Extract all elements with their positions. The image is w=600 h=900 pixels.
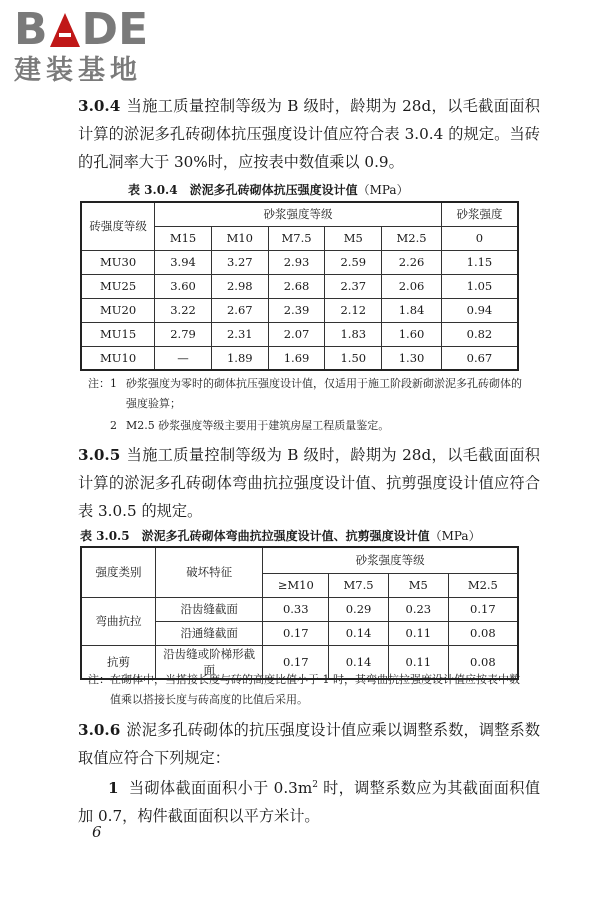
table-row: [81, 322, 518, 346]
list-item-1: [78, 771, 540, 830]
note-text: M2.5 砂浆强度等级主要用于建筑房屋工程质量鉴定。: [126, 419, 390, 432]
table-cell: 2.12: [325, 298, 382, 322]
table-row: [81, 274, 518, 298]
table-cell: 0.14: [329, 621, 389, 645]
caption-title: 表 3.0.5 淤泥多孔砖砌体弯曲抗拉强度设计值、抗剪强度设计值: [80, 529, 430, 543]
table-row: [81, 346, 518, 370]
row-label-shear: 抗剪: [81, 645, 156, 679]
table-cell: 1.05: [441, 274, 518, 298]
column-header: M15: [155, 226, 212, 250]
table-cell: 0.11: [388, 645, 448, 679]
table-cell: 0.33: [263, 597, 329, 621]
table-cell: 0.11: [388, 621, 448, 645]
table-row: [81, 298, 518, 322]
logo-wordmark: [14, 4, 179, 55]
table-cell: 2.59: [325, 250, 382, 274]
row-label-bending: 弯曲抗拉: [81, 597, 156, 645]
table-cell: 3.94: [155, 250, 212, 274]
table-cell: 0.14: [329, 645, 389, 679]
table-cell: 0.67: [441, 346, 518, 370]
header-mortar-grade: 砂浆强度等级: [155, 202, 442, 226]
caption-unit: （MPa）: [429, 529, 481, 543]
table-3-0-4-notes: [88, 374, 528, 436]
note-text: 砂浆强度为零时的砌体抗压强度设计值，仅适用于施工阶段新砌淤泥多孔砖砌体的强度验算；: [126, 377, 522, 410]
note-number: 1: [110, 377, 117, 390]
header-mortar-grade: 砂浆强度等级: [263, 547, 518, 573]
table-cell: 3.60: [155, 274, 212, 298]
table-3-0-5-note: [88, 670, 528, 710]
row-label: MU20: [81, 298, 155, 322]
failure-feature-cell: 沿齿缝截面: [156, 597, 263, 621]
item-text-b: 时，调整系数应为其截面面积值加 0.7，构件截面面积以平方米计。: [78, 779, 541, 826]
item-text-a: 当砌体截面面积小于 0.3m: [128, 779, 313, 798]
table-cell: 2.26: [382, 250, 442, 274]
table-cell: 2.98: [211, 274, 268, 298]
table-cell: 0.94: [441, 298, 518, 322]
section-text: 当施工质量控制等级为 B 级时，龄期为 28d，以毛截面面积计算的淤泥多孔砖砌体弯曲抗拉强度设计值、抗剪强度设计值应符合表 3.0.5 的规定。: [78, 446, 540, 520]
table-cell: 2.07: [268, 322, 325, 346]
logo-a-triangle-icon: [50, 13, 80, 47]
column-header: M5: [325, 226, 382, 250]
table-cell: 2.68: [268, 274, 325, 298]
logo-subtitle: 建装基地: [14, 55, 142, 86]
table-cell: 2.93: [268, 250, 325, 274]
table-cell: 0.08: [448, 645, 518, 679]
table-3-0-5-caption: [80, 527, 481, 544]
table-cell: 1.89: [211, 346, 268, 370]
header-strength-type: 强度类别: [81, 547, 156, 597]
column-header: M7.5: [329, 573, 389, 597]
page-number: 6: [92, 823, 102, 841]
logo-letters-de: DE: [81, 4, 149, 55]
header-mortar-strength: 砂浆强度: [441, 202, 518, 226]
table-3-0-4: [80, 201, 519, 371]
table-cell: 2.37: [325, 274, 382, 298]
note-text: 在砌体中，当搭接长度与砖的高度比值小于 1 时，其弯曲抗拉强度设计值应按表中数值乘以搭接长度与砖高度的比值后采用。: [110, 673, 520, 706]
section-3-0-4: [78, 92, 540, 176]
table-cell: 0.82: [441, 322, 518, 346]
section-number: 3.0.4: [78, 97, 121, 115]
item-superscript: 2: [312, 780, 318, 790]
table-cell: 1.69: [268, 346, 325, 370]
header-failure-feature: 破坏特征: [156, 547, 263, 597]
table-row: [81, 597, 518, 621]
section-text: 淤泥多孔砖砌体的抗压强度设计值应乘以调整系数，调整系数取值应符合下列规定：: [78, 721, 540, 767]
note-prefix: 注：: [88, 377, 110, 390]
table-cell: 0.17: [263, 645, 329, 679]
section-number: 3.0.5: [78, 446, 121, 464]
item-number: 1: [108, 779, 119, 798]
table-cell: 0.17: [263, 621, 329, 645]
row-label: MU15: [81, 322, 155, 346]
table-cell: 1.60: [382, 322, 442, 346]
note-2: [88, 416, 528, 436]
row-label: MU10: [81, 346, 155, 370]
table-row: [81, 250, 518, 274]
note-prefix: 注：: [88, 673, 110, 686]
table-cell: 1.15: [441, 250, 518, 274]
column-header: 0: [441, 226, 518, 250]
table-cell: 1.83: [325, 322, 382, 346]
header-brick-grade: 砖强度等级: [81, 202, 155, 250]
note-1: [88, 374, 528, 414]
table-3-0-5: [80, 546, 519, 680]
table-cell: 0.08: [448, 621, 518, 645]
table-cell: 2.31: [211, 322, 268, 346]
row-label: MU30: [81, 250, 155, 274]
column-header: M5: [388, 573, 448, 597]
column-header: M10: [211, 226, 268, 250]
table-cell: 2.67: [211, 298, 268, 322]
table-cell: 3.22: [155, 298, 212, 322]
note-number: 2: [110, 419, 117, 432]
table-cell: 2.39: [268, 298, 325, 322]
table-cell: —: [155, 346, 212, 370]
table-cell: 2.79: [155, 322, 212, 346]
section-number: 3.0.6: [78, 721, 121, 739]
table-cell: 1.30: [382, 346, 442, 370]
table-cell: 3.27: [211, 250, 268, 274]
table-cell: 1.50: [325, 346, 382, 370]
table-cell: 0.29: [329, 597, 389, 621]
table-cell: 0.23: [388, 597, 448, 621]
caption-unit: （MPa）: [357, 183, 409, 197]
section-3-0-6: [78, 716, 540, 772]
logo-letter-b: B: [14, 4, 48, 55]
caption-title: 表 3.0.4 淤泥多孔砖砌体抗压强度设计值: [128, 183, 358, 197]
brand-logo: [14, 4, 179, 86]
failure-feature-cell: 沿通缝截面: [156, 621, 263, 645]
table-cell: 1.84: [382, 298, 442, 322]
column-header: M2.5: [448, 573, 518, 597]
table-cell: 0.17: [448, 597, 518, 621]
row-label: MU25: [81, 274, 155, 298]
column-header: M2.5: [382, 226, 442, 250]
table-3-0-4-caption: [128, 181, 409, 198]
column-header: M7.5: [268, 226, 325, 250]
column-header: ≥M10: [263, 573, 329, 597]
section-text: 当施工质量控制等级为 B 级时，龄期为 28d，以毛截面面积计算的淤泥多孔砖砌体抗压强度设计值应符合表 3.0.4 的规定。当砖的孔洞率大于 30%时，应按表中数值乘以 0.9。: [78, 97, 540, 171]
failure-feature-cell: 沿齿缝或阶梯形截面: [156, 645, 263, 679]
section-3-0-5: [78, 441, 540, 525]
table-cell: 2.06: [382, 274, 442, 298]
